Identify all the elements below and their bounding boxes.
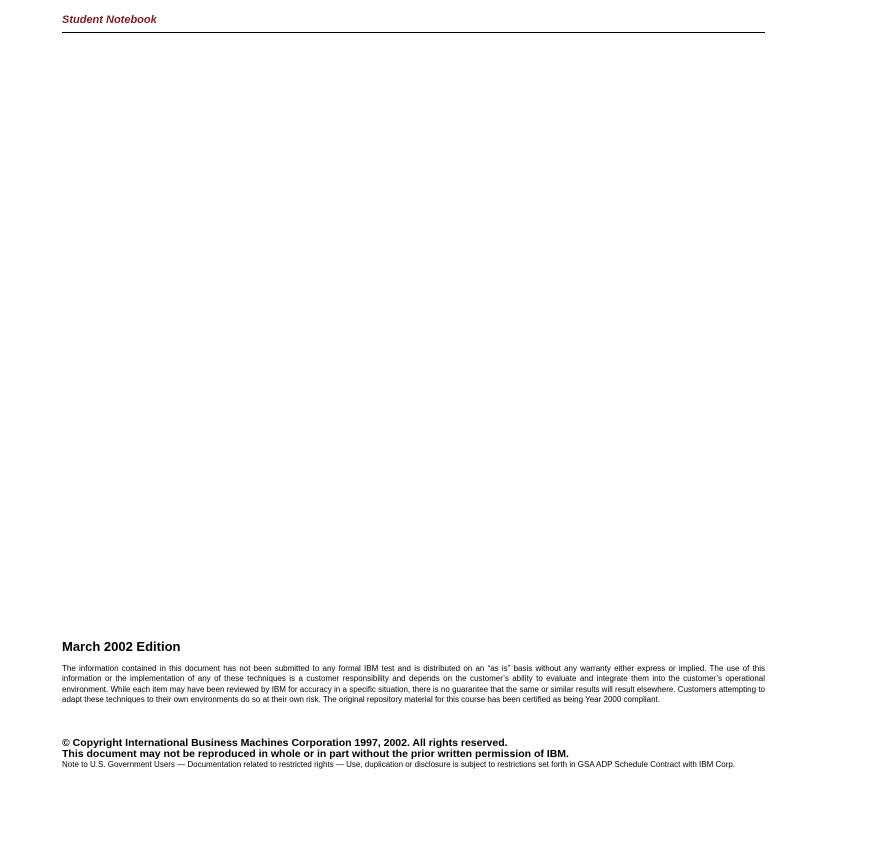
page-header-title: Student Notebook (62, 14, 157, 26)
copyright-notice: © Copyright International Business Machines Corporation 1997, 2002. All rights reserved. (62, 737, 508, 749)
reproduction-notice: This document may not be reproduced in whole or in part without the prior written permission of IBM. (62, 748, 569, 760)
header-divider (62, 32, 765, 33)
edition-heading: March 2002 Edition (62, 639, 181, 654)
government-users-note: Note to U.S. Government Users — Documentation related to restricted rights — Use, duplication or disclosure is subject to restrictions set forth in GSA ADP Schedule Contract with IBM Corp. (62, 760, 736, 769)
disclaimer-paragraph: The information contained in this document has not been submitted to any formal IBM test and is distributed on an “as is” basis without any warranty either express or implied. The use of this information or the implementation of any of these techniques is a customer responsibility and depends on the customer’s ability to evaluate and integrate them into the customer’s operational environment. While each item may have been reviewed by IBM for accuracy in a specific situation, there is no guarantee that the same or similar results will result elsewhere. Customers attempting to adapt these techniques to their own environments do so at their own risk. The original repository material for this course has been certified as being Year 2000 compliant. (62, 664, 765, 705)
